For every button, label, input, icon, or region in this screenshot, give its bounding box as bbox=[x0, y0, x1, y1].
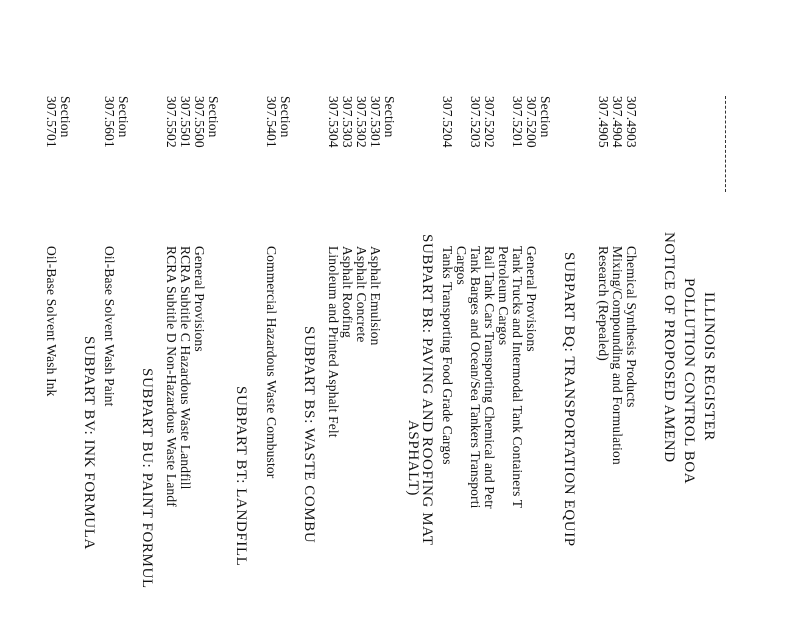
subpart-heading: SUBPART BV: INK FORMULA bbox=[81, 336, 97, 550]
section-title: Chemical Synthesis Products bbox=[624, 246, 639, 408]
section-number: 307.4903 bbox=[624, 96, 639, 148]
section-label: Section bbox=[382, 96, 397, 138]
section-label: Section bbox=[206, 96, 221, 138]
section-number: 307.5303 bbox=[340, 96, 355, 148]
subpart-heading: ASPHALT) bbox=[405, 420, 421, 496]
section-title: Mixing/Compounding and Formulation bbox=[610, 246, 625, 465]
section-number: 307.5401 bbox=[264, 96, 279, 148]
section-title: Tank Barges and Ocean/Sea Tankers Transporti bbox=[468, 246, 483, 509]
section-number: 307.5301 bbox=[368, 96, 383, 148]
section-title: General Provisions bbox=[192, 246, 207, 352]
section-number: 307.4904 bbox=[610, 96, 625, 148]
section-label: Section bbox=[278, 96, 293, 138]
subpart-heading: SUBPART BU: PAINT FORMUL bbox=[139, 368, 155, 589]
section-number: 307.5601 bbox=[102, 96, 117, 148]
register-title: ILLINOIS REGISTER bbox=[701, 292, 717, 441]
section-title: Oil-Base Solvent Wash Ink bbox=[44, 246, 59, 397]
section-title: Asphalt Concrete bbox=[354, 246, 369, 343]
section-number: 307.5204 bbox=[440, 96, 455, 148]
subpart-heading: SUBPART BS: WASTE COMBU bbox=[301, 326, 317, 544]
section-number: 307.5203 bbox=[468, 96, 483, 148]
section-title: General Provisions bbox=[524, 246, 539, 352]
section-title: Research (Repealed) bbox=[596, 246, 611, 361]
section-title: Tanks Transporting Food Grade Cargos bbox=[440, 246, 455, 465]
section-title: Rail Tank Cars Transporting Chemical and Petr bbox=[482, 246, 497, 509]
section-number: 307.4905 bbox=[596, 96, 611, 148]
section-title: RCRA Subtitle D Non-Hazardous Waste Landf bbox=[164, 246, 179, 507]
section-title: Commercial Hazardous Waste Combustor bbox=[264, 246, 279, 479]
section-number: 307.5502 bbox=[164, 96, 179, 148]
section-number: 307.5201 bbox=[510, 96, 525, 148]
section-title: Asphalt Emulsion bbox=[368, 246, 383, 346]
section-title: Tank Trucks and Intermodal Tank Containers T bbox=[510, 246, 525, 509]
section-number: 307.5200 bbox=[524, 96, 539, 148]
subpart-heading: SUBPART BT: LANDFILL bbox=[233, 386, 249, 567]
section-label: Section bbox=[116, 96, 131, 138]
section-title: Petroleum Cargos bbox=[496, 246, 511, 346]
section-title: Cargos bbox=[454, 246, 469, 285]
section-number: 307.5202 bbox=[482, 96, 497, 148]
section-number: 307.5304 bbox=[326, 96, 341, 148]
section-title: Asphalt Roofing bbox=[340, 246, 355, 338]
section-number: 307.5302 bbox=[354, 96, 369, 148]
section-label: Section bbox=[58, 96, 73, 138]
section-number: 307.5501 bbox=[178, 96, 193, 148]
notice-title: NOTICE OF PROPOSED AMEND bbox=[661, 232, 677, 463]
section-number: 307.5500 bbox=[192, 96, 207, 148]
board-title: POLLUTION CONTROL BOA bbox=[681, 278, 697, 485]
subpart-heading: SUBPART BQ: TRANSPORTATION EQUIP bbox=[561, 252, 577, 547]
subpart-heading: SUBPART BR: PAVING AND ROOFING MAT bbox=[419, 234, 435, 546]
section-label: Section bbox=[538, 96, 553, 138]
header-dashed-rule bbox=[725, 96, 726, 192]
section-title: Oil-Base Solvent Wash Paint bbox=[102, 246, 117, 407]
section-number: 307.5701 bbox=[44, 96, 59, 148]
section-title: RCRA Subtitle C Hazardous Waste Landfill bbox=[178, 246, 193, 490]
section-title: Linoleum and Printed Asphalt Felt bbox=[326, 246, 341, 438]
